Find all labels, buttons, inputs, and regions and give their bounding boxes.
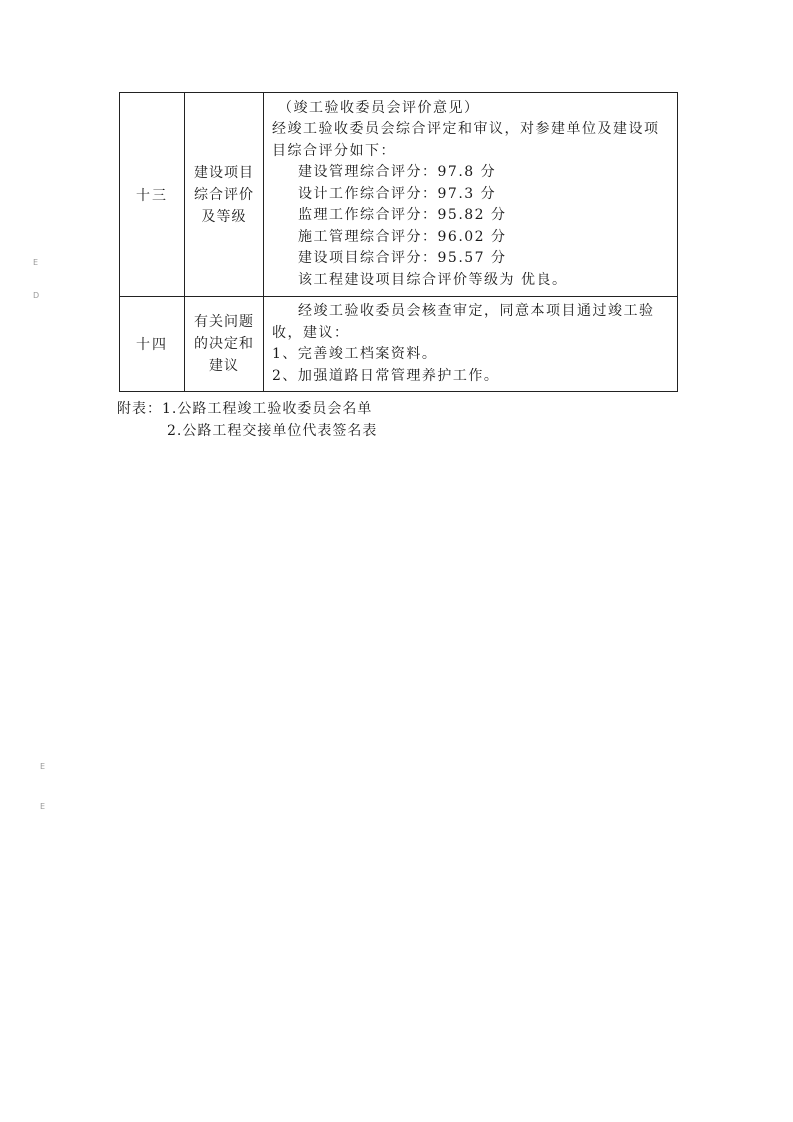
margin-mark: D [33, 291, 40, 300]
row-item-label [185, 93, 264, 297]
score-line: 施工管理综合评分：96.02 分 [298, 228, 507, 245]
score-line: 监理工作综合评分：95.82 分 [298, 207, 507, 224]
attachment-line: 2.公路工程交接单位代表签名表 [167, 423, 378, 439]
row-content [264, 93, 678, 297]
row-number: 十三 [120, 93, 185, 297]
row-content [264, 297, 678, 392]
grade-line: 该工程建设项目综合评价等级为 优良。 [298, 271, 568, 288]
content-line: 经竣工验收委员会核查审定，同意本项目通过竣工验 [298, 303, 655, 319]
score-line: 建设管理综合评分：97.8 分 [298, 164, 497, 181]
score-line: 建设项目综合评分：95.57 分 [298, 250, 507, 267]
attachments-note [117, 398, 377, 442]
margin-mark: E [40, 762, 46, 771]
content-line: 经竣工验收委员会综合评定和审议，对参建单位及建设项 [272, 121, 660, 138]
attachment-line: 附表：1.公路工程竣工验收委员会名单 [117, 401, 373, 417]
content-line: 1、完善竣工档案资料。 [272, 346, 438, 362]
row-number: 十四 [120, 297, 185, 392]
table-row [120, 93, 678, 297]
item-label-line: 综合评价 [194, 186, 254, 203]
margin-mark: E [33, 258, 39, 267]
item-label-line: 建议 [209, 358, 239, 374]
item-label-line: 及等级 [201, 208, 247, 225]
margin-mark: E [40, 802, 46, 811]
item-label-line: 有关问题 [194, 314, 254, 330]
item-label-line: 的决定和 [194, 336, 254, 352]
item-label-line: 建设项目 [194, 164, 254, 181]
content-line: 2、加强道路日常管理养护工作。 [272, 367, 500, 384]
opinion-title: （竣工验收委员会评价意见） [278, 99, 480, 116]
evaluation-table [119, 92, 678, 392]
score-line: 设计工作综合评分：97.3 分 [298, 185, 497, 202]
content-line: 收，建议： [272, 324, 350, 341]
table-row [120, 297, 678, 392]
content-line: 目综合评分如下： [272, 142, 396, 159]
row-item-label [185, 297, 264, 392]
